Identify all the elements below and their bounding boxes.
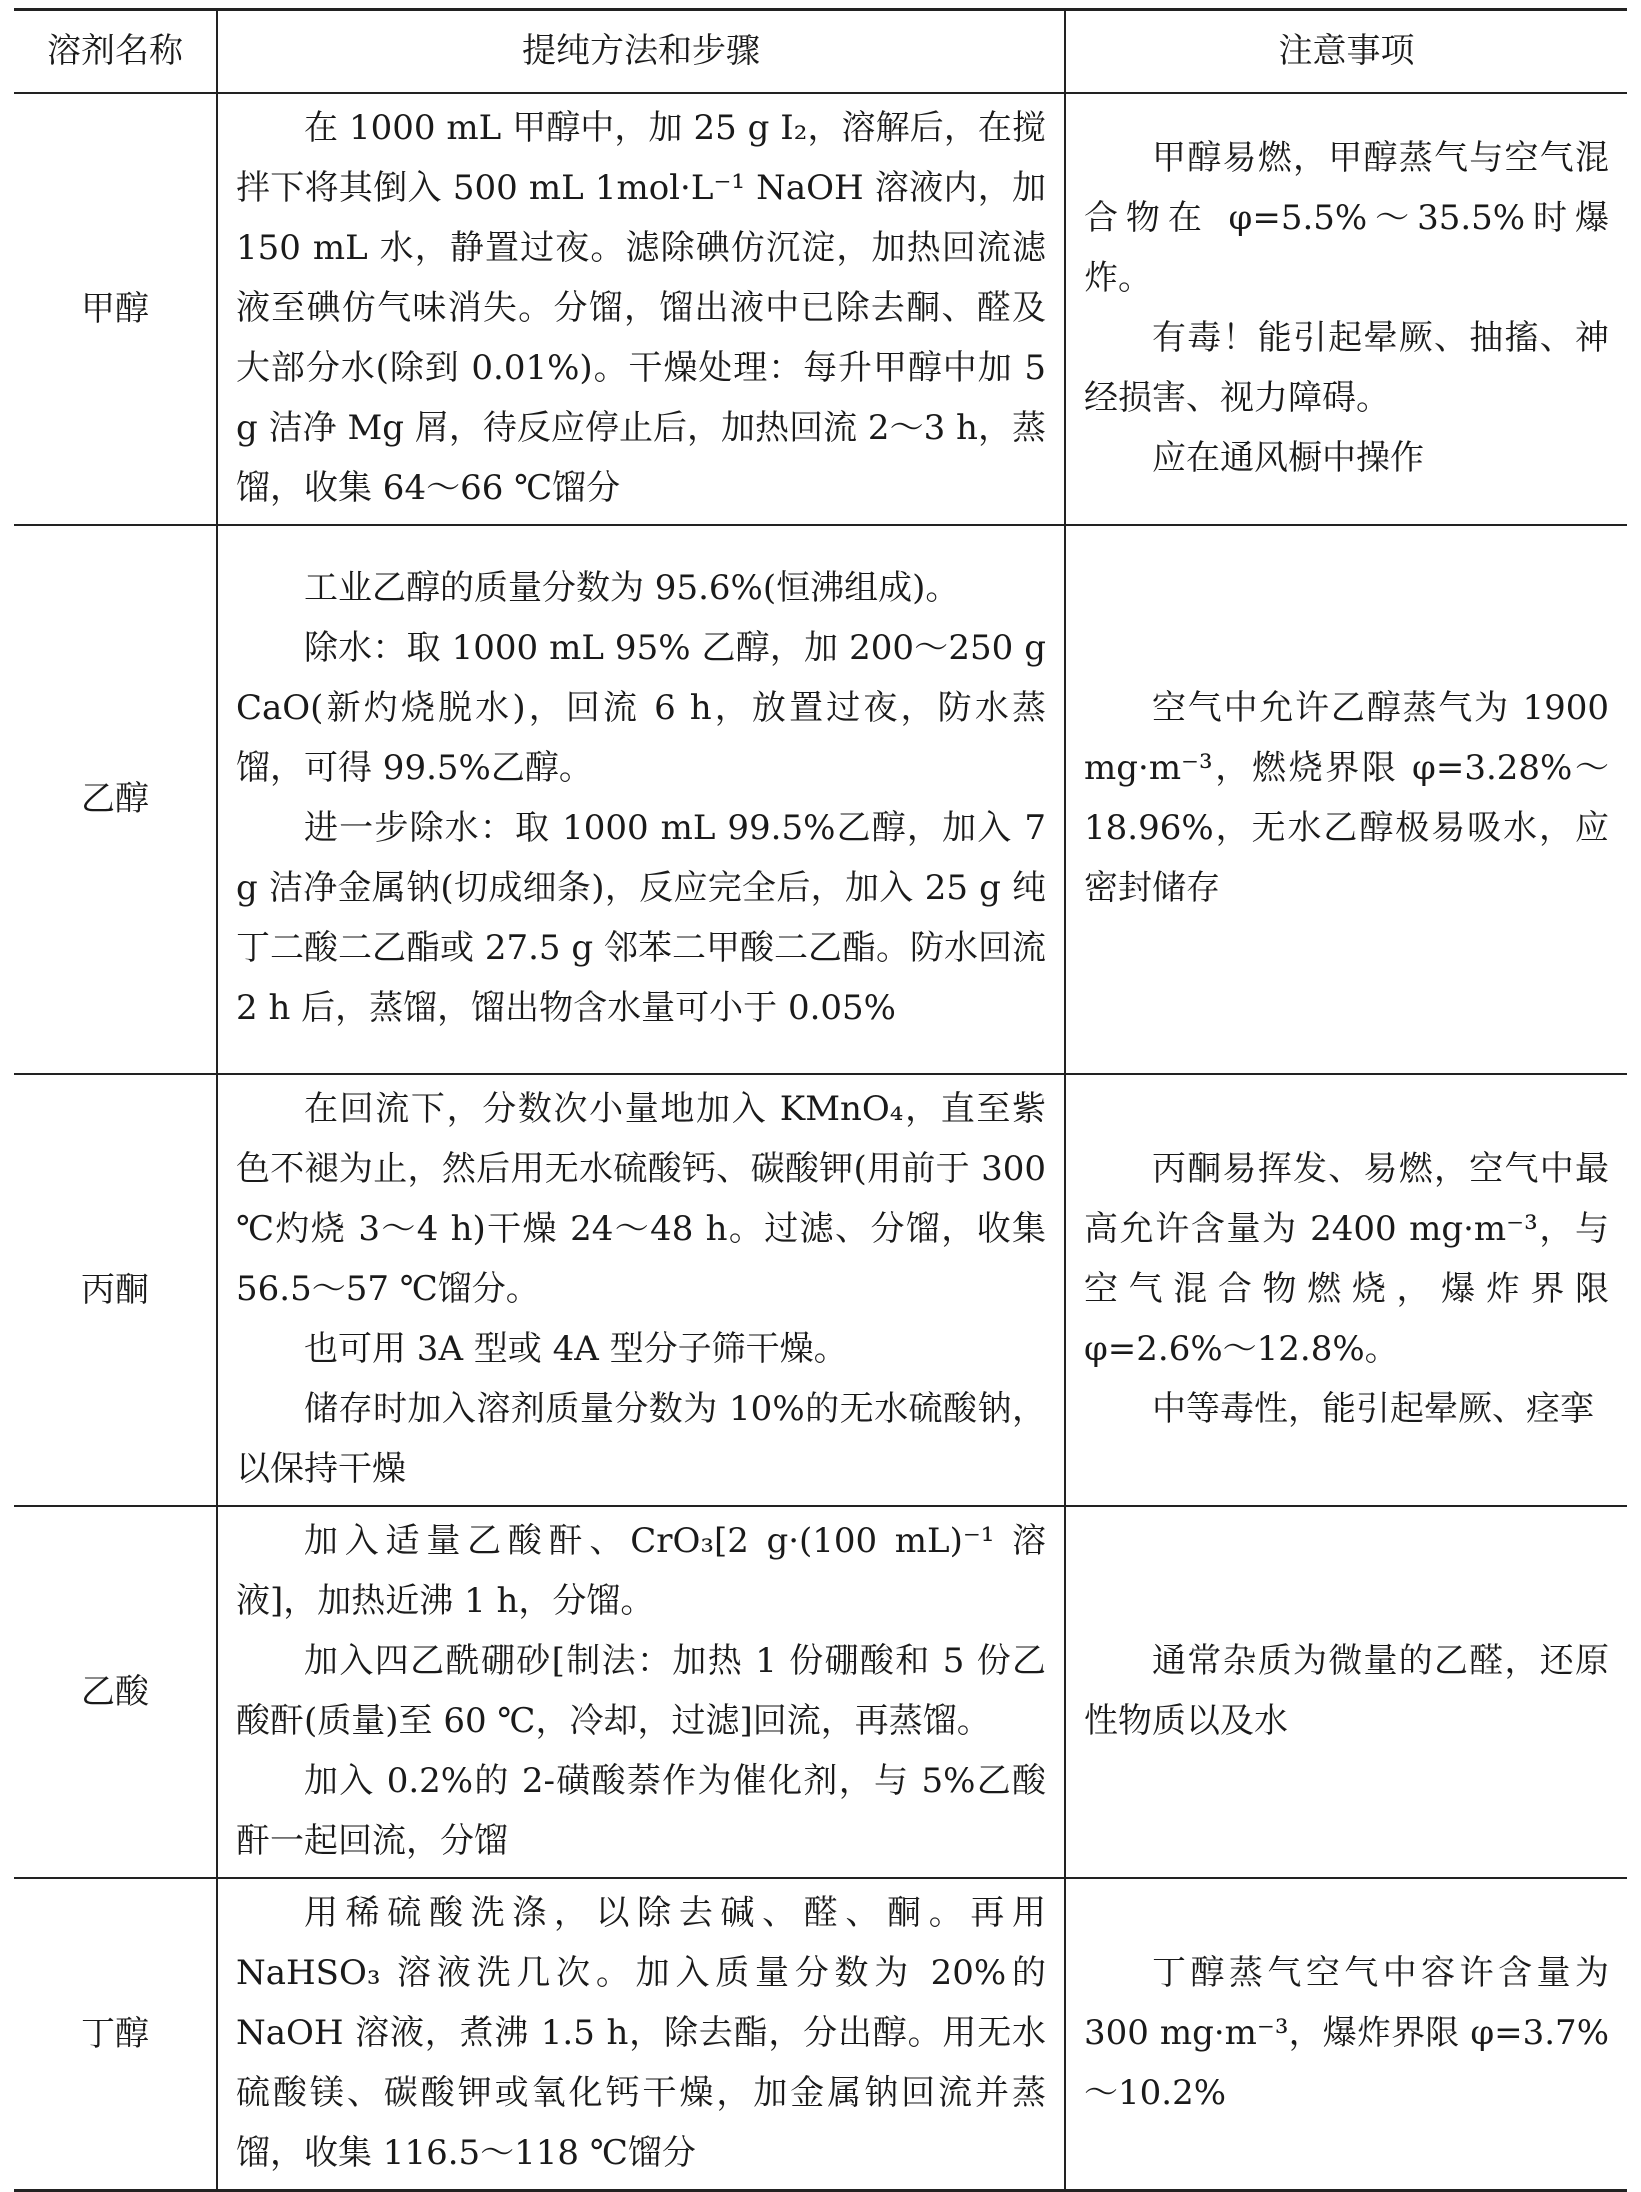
notes-cell <box>1065 525 1627 1074</box>
table-body <box>14 93 1627 2191</box>
solvent-name: 乙醇 <box>81 779 149 819</box>
solvent-name: 乙酸 <box>81 1671 149 1712</box>
method-paragraph: 加入适量乙酸酐、CrO₃[2 g·(100 mL)⁻¹ 溶液]，加热近沸 1 h，分馏。 <box>236 1520 1046 1621</box>
method-cell <box>217 93 1065 525</box>
method-paragraph: 用稀硫酸洗涤，以除去碱、醛、酮。再用 NaHSO₃ 溶液洗几次。加入质量分数为 20%的 NaOH 溶液，煮沸 1.5 h，除去酯，分出醇。用无水硫酸镁、碳酸钾或氧化钙干燥，加金属钠回流并蒸馏，收集 116.5～118 ℃馏分 <box>236 1892 1046 2173</box>
method-paragraph: 除水：取 1000 mL 95% 乙醇，加 200～250 g CaO(新灼烧脱水)，回流 6 h，放置过夜，防水蒸馏，可得 99.5%乙醇。 <box>236 628 1046 788</box>
solvent-purification-document <box>14 8 1627 2192</box>
notes-paragraph: 应在通风橱中操作 <box>1152 437 1424 478</box>
notes-cell <box>1065 93 1627 525</box>
notes-paragraph: 甲醇易燃，甲醇蒸气与空气混合物在 φ=5.5%～35.5%时爆炸。 <box>1084 137 1609 298</box>
solvent-table <box>14 8 1627 2192</box>
header-row <box>14 10 1627 93</box>
method-paragraph: 加入四乙酰硼砂[制法：加热 1 份硼酸和 5 份乙酸酐(质量)至 60 ℃，冷却，过滤]回流，再蒸馏。 <box>236 1640 1046 1741</box>
table-row <box>14 525 1627 1074</box>
notes-paragraph: 空气中允许乙醇蒸气为 1900 mg·m⁻³，燃烧界限 φ=3.28%～18.96%，无水乙醇极易吸水，应密封储存 <box>1084 688 1609 908</box>
method-paragraph: 加入 0.2%的 2-磺酸萘作为催化剂，与 5%乙酸酐一起回流，分馏 <box>236 1760 1046 1861</box>
header-method: 提纯方法和步骤 <box>217 10 1065 93</box>
header-notes: 注意事项 <box>1065 10 1627 93</box>
table-row <box>14 1506 1627 1878</box>
method-paragraph: 在 1000 mL 甲醇中，加 25 g I₂，溶解后，在搅拌下将其倒入 500 mL 1mol·L⁻¹ NaOH 溶液内，加 150 mL 水，静置过夜。滤除碘仿沉淀，加热回流滤液至碘仿气味消失。分馏，馏出液中已除去酮、醛及大部分水(除到 0.01%)。干燥处理：每升甲醇中加 5 g 洁净 Mg 屑，待反应停止后，加热回流 2～3 h，蒸馏，收集 64～66 ℃馏分 <box>236 107 1046 508</box>
notes-paragraph: 丙酮易挥发、易燃，空气中最高允许含量为 2400 mg·m⁻³，与空气混合物燃烧，爆炸界限 φ=2.6%～12.8%。 <box>1084 1148 1609 1369</box>
notes-paragraph: 通常杂质为微量的乙醛，还原性物质以及水 <box>1084 1640 1609 1741</box>
notes-cell <box>1065 1878 1627 2191</box>
method-cell <box>217 1506 1065 1878</box>
method-paragraph: 在回流下，分数次小量地加入 KMnO₄，直至紫色不褪为止，然后用无水硫酸钙、碳酸钾(用前于 300 ℃灼烧 3～4 h)干燥 24～48 h。过滤、分馏，收集 56.5～57 ℃馏分。 <box>236 1088 1046 1309</box>
method-cell <box>217 525 1065 1074</box>
method-cell <box>217 1074 1065 1506</box>
notes-cell <box>1065 1074 1627 1506</box>
method-paragraph: 进一步除水：取 1000 mL 99.5%乙醇，加入 7 g 洁净金属钠(切成细条)，反应完全后，加入 25 g 纯丁二酸二乙酯或 27.5 g 邻苯二甲酸二乙酯。防水回流 2 h 后，蒸馏，馏出物含水量可小于 0.05% <box>236 808 1046 1028</box>
table-header <box>14 10 1627 93</box>
solvent-name: 丁醇 <box>81 2013 149 2054</box>
notes-paragraph: 有毒！能引起晕厥、抽搐、神经损害、视力障碍。 <box>1084 317 1609 418</box>
solvent-name: 丙酮 <box>81 1269 149 1310</box>
notes-cell <box>1065 1506 1627 1878</box>
table-row <box>14 1074 1627 1506</box>
notes-paragraph: 丁醇蒸气空气中容许含量为 300 mg·m⁻³，爆炸界限 φ=3.7%～10.2% <box>1084 1952 1609 2113</box>
notes-paragraph: 中等毒性，能引起晕厥、痉挛 <box>1152 1388 1594 1429</box>
method-paragraph: 工业乙醇的质量分数为 95.6%(恒沸组成)。 <box>304 568 960 608</box>
method-paragraph: 也可用 3A 型或 4A 型分子筛干燥。 <box>304 1328 848 1369</box>
table-row <box>14 93 1627 525</box>
table-row <box>14 1878 1627 2191</box>
header-solvent-name: 溶剂名称 <box>47 31 183 72</box>
solvent-name: 甲醇 <box>81 288 149 329</box>
method-paragraph: 储存时加入溶剂质量分数为 10%的无水硫酸钠，以保持干燥 <box>236 1388 1046 1489</box>
method-cell <box>217 1878 1065 2191</box>
